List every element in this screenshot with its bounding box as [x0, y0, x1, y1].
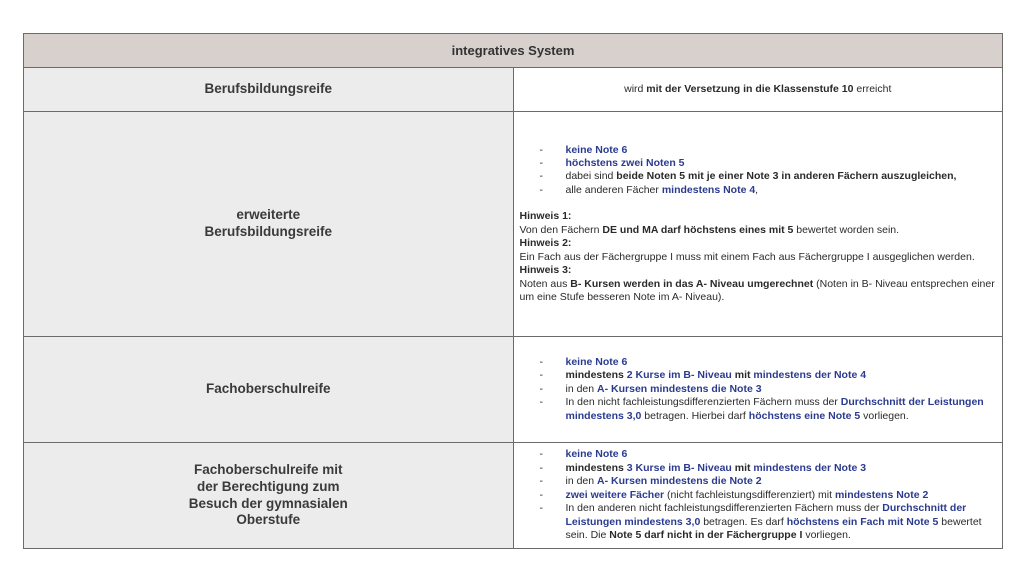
text: bewertet worden sein. — [793, 223, 900, 236]
hinweis-1-text — [520, 224, 997, 237]
text: (nicht fachleistungsdifferenziert) mit — [664, 488, 835, 501]
highlight: keine Note 6 — [565, 355, 628, 368]
text: (Noten in B- Niveau entsprechen einer um eine Stufe besseren Note im A- Niveau). — [519, 277, 995, 303]
emphasis: B- Kursen werden in das A- Niveau umgerechnet — [570, 277, 814, 290]
row-content — [513, 68, 1003, 112]
list-item — [540, 184, 997, 197]
table-header: integratives System — [24, 34, 1003, 68]
highlight: zwei weitere Fächer — [565, 488, 665, 501]
hinweis-2-title: Hinweis 2: — [519, 237, 572, 250]
row-content — [513, 112, 1003, 337]
highlight: höchstens ein Fach mit Note 5 — [786, 515, 939, 528]
label-line: der Berechtigung zum — [196, 478, 340, 494]
criteria-list — [520, 144, 997, 198]
emphasis: mindestens — [565, 461, 627, 474]
text: In den anderen nicht fachleistungsdifferenzierten Fächern muss der — [565, 502, 883, 515]
highlight: Durchschnitt der Leistungen mindestens 3,0 — [565, 502, 967, 528]
emphasis: beide Noten 5 mit je einer Note 3 in anderen Fächern auszugleichen, — [616, 170, 957, 183]
highlight: höchstens eine Note 5 — [748, 409, 861, 422]
list-item — [540, 396, 997, 423]
highlight: mindestens der Note 4 — [753, 369, 867, 382]
text: wird — [624, 82, 647, 95]
text: In den nicht fachleistungsdifferenzierten Fächern muss der — [565, 396, 841, 409]
row-label: Berufsbildungsreife — [24, 68, 514, 112]
label-line: Berufsbildungsreife — [204, 224, 333, 239]
highlight: A- Kursen mindestens die Note 2 — [597, 475, 762, 488]
list-item — [540, 502, 997, 542]
emphasis: mit — [731, 369, 754, 382]
row-label — [24, 112, 514, 337]
row-berufsbildungsreife — [24, 68, 1003, 112]
row-content — [513, 337, 1003, 443]
list-item — [540, 144, 997, 157]
list-item — [540, 356, 997, 369]
highlight: keine Note 6 — [565, 448, 628, 461]
text: in den — [565, 382, 598, 395]
criteria-list — [520, 448, 997, 542]
text: bewertet sein. Die — [565, 515, 982, 542]
criteria-list — [520, 356, 997, 423]
text: vorliegen. — [860, 409, 909, 422]
text: Noten aus — [519, 277, 571, 290]
row-label — [24, 443, 514, 549]
emphasis: Note 5 darf nicht in der Fächergruppe I — [609, 529, 803, 542]
text: in den — [565, 475, 598, 488]
emphasis: mindestens — [565, 369, 627, 382]
header-row — [24, 34, 1003, 68]
row-erweiterte-berufsbildungsreife — [24, 112, 1003, 337]
list-item — [540, 462, 997, 475]
list-item — [540, 369, 997, 382]
highlight: A- Kursen mindestens die Note 3 — [597, 382, 762, 395]
label-line: Oberstufe — [236, 512, 301, 528]
highlight: mindestens der Note 3 — [753, 461, 867, 474]
emphasis: mit — [731, 461, 754, 474]
highlight: höchstens zwei Noten 5 — [565, 157, 685, 170]
text: erreicht — [853, 82, 892, 95]
emphasis: mit der Versetzung in die Klassenstufe 10 — [646, 82, 854, 95]
list-item — [540, 448, 997, 461]
hinweis-3-text — [520, 278, 997, 305]
text: dabei sind — [565, 170, 617, 183]
list-item — [540, 489, 997, 502]
text: Von den Fächern — [519, 223, 603, 236]
highlight: Durchschnitt der Leistungen mindestens 3,0 — [565, 396, 984, 422]
text: betragen. Hierbei darf — [641, 409, 749, 422]
row-label: Fachoberschulreife — [24, 337, 514, 443]
row-content — [513, 443, 1003, 549]
hinweis-2-text: Ein Fach aus der Fächergruppe I muss mit einem Fach aus Fächergruppe I ausgeglichen werden. — [519, 250, 975, 263]
row-fachoberschulreife-gymnasiale-oberstufe — [24, 443, 1003, 549]
text: , — [755, 183, 759, 196]
emphasis: DE und MA darf höchstens eines mit 5 — [602, 223, 794, 236]
highlight: mindestens Note 4 — [661, 183, 756, 196]
highlight: 3 Kurse im B- Niveau — [626, 461, 732, 474]
list-item — [540, 170, 997, 183]
list-item — [540, 475, 997, 488]
label-line: Besuch der gymnasialen — [188, 495, 348, 511]
row-fachoberschulreife — [24, 337, 1003, 443]
text: betragen. Es darf — [700, 515, 787, 528]
label-line: Fachoberschulreife mit — [193, 461, 343, 477]
list-item — [540, 383, 997, 396]
highlight: keine Note 6 — [565, 143, 628, 156]
label-line: erweiterte — [236, 207, 301, 223]
text: vorliegen. — [802, 529, 851, 542]
criteria-table — [23, 33, 1003, 549]
highlight: 2 Kurse im B- Niveau — [626, 369, 732, 382]
text: alle anderen Fächer — [565, 183, 662, 196]
hinweis-1-title: Hinweis 1: — [519, 210, 572, 223]
hinweis-3-title: Hinweis 3: — [519, 264, 572, 277]
list-item — [540, 157, 997, 170]
highlight: mindestens Note 2 — [834, 488, 929, 501]
